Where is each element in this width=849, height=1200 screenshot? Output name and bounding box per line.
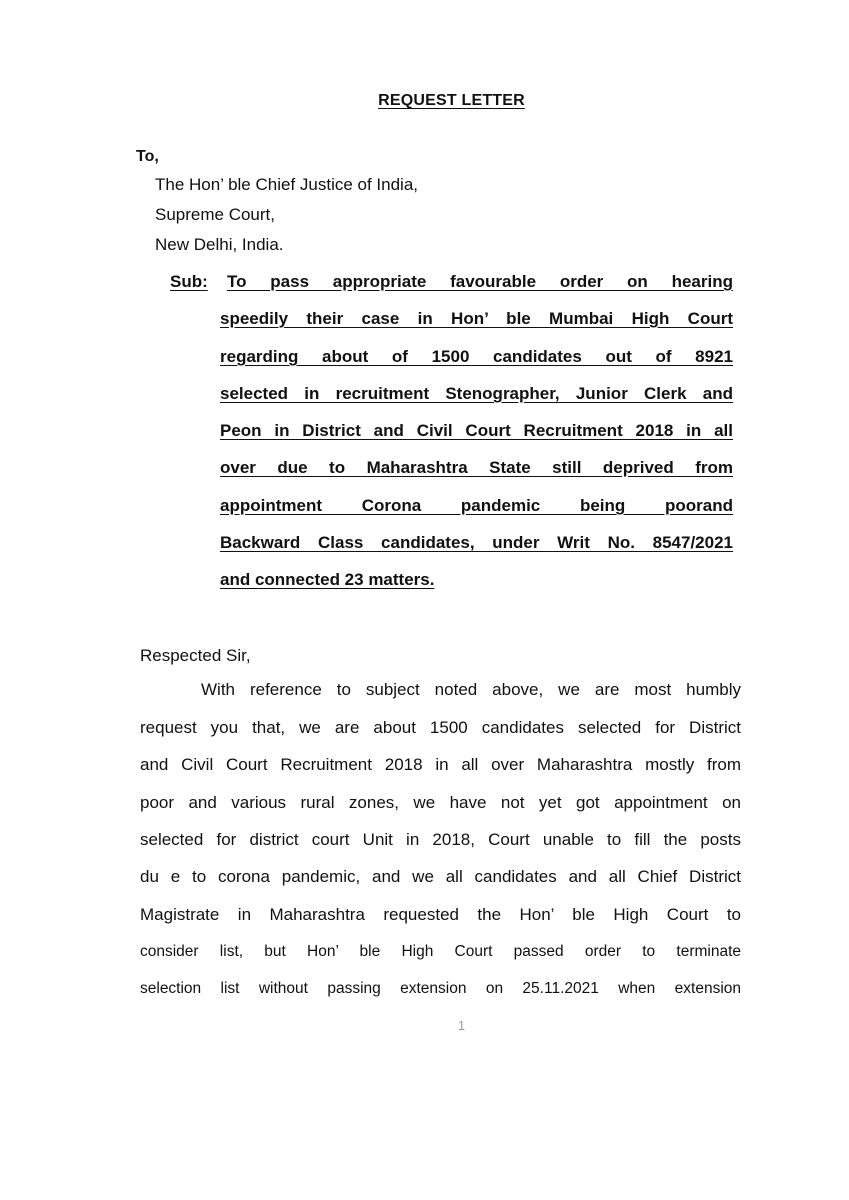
subject-line-4: selected in recruitment Stenographer, Junior Clerk and [220,384,733,403]
body-line-2: request you that, we are about 1500 candidates selected for District [140,718,741,737]
address-line-1: The Hon’ ble Chief Justice of India, [155,175,419,194]
body-line-9: selection list without passing extension on 25.11.2021 when extension [140,980,741,997]
subject-line-7: appointment Corona pandemic being poorand [220,496,733,515]
to-label: To, [136,148,159,165]
body-line-1: With reference to subject noted above, we are most humbly [201,680,741,699]
subject-line-3: regarding about of 1500 candidates out of 8921 [220,347,733,366]
subject-line-1: To pass appropriate favourable order on hearing [227,272,733,291]
address-line-3: New Delhi, India. [155,235,284,254]
body-line-3: and Civil Court Recruitment 2018 in all over Maharashtra mostly from [140,755,741,774]
subject-line-5: Peon in District and Civil Court Recruitment 2018 in all [220,421,733,440]
address-line-2: Supreme Court, [155,205,275,224]
body-line-7: Magistrate in Maharashtra requested the Hon’ ble High Court to [140,905,741,924]
subject-line-8: Backward Class candidates, under Writ No. 8547/2021 [220,533,733,552]
salutation: Respected Sir, [140,646,251,665]
body-line-5: selected for district court Unit in 2018, Court unable to fill the posts [140,830,741,849]
subject-line-2: speedily their case in Hon’ ble Mumbai High Court [220,309,733,328]
letter-title: REQUEST LETTER [378,92,525,109]
recipient-address [155,170,418,260]
subject-label: Sub: [170,272,208,291]
subject-line-9: and connected 23 matters. [220,570,435,589]
body-line-4: poor and various rural zones, we have not yet got appointment on [140,793,741,812]
body-line-8: consider list, but Hon’ ble High Court passed order to terminate [140,943,741,960]
subject-line-6: over due to Maharashtra State still deprived from [220,458,733,477]
body-line-6: du e to corona pandemic, and we all candidates and all Chief District [140,867,741,886]
page-number: 1 [457,1018,466,1033]
